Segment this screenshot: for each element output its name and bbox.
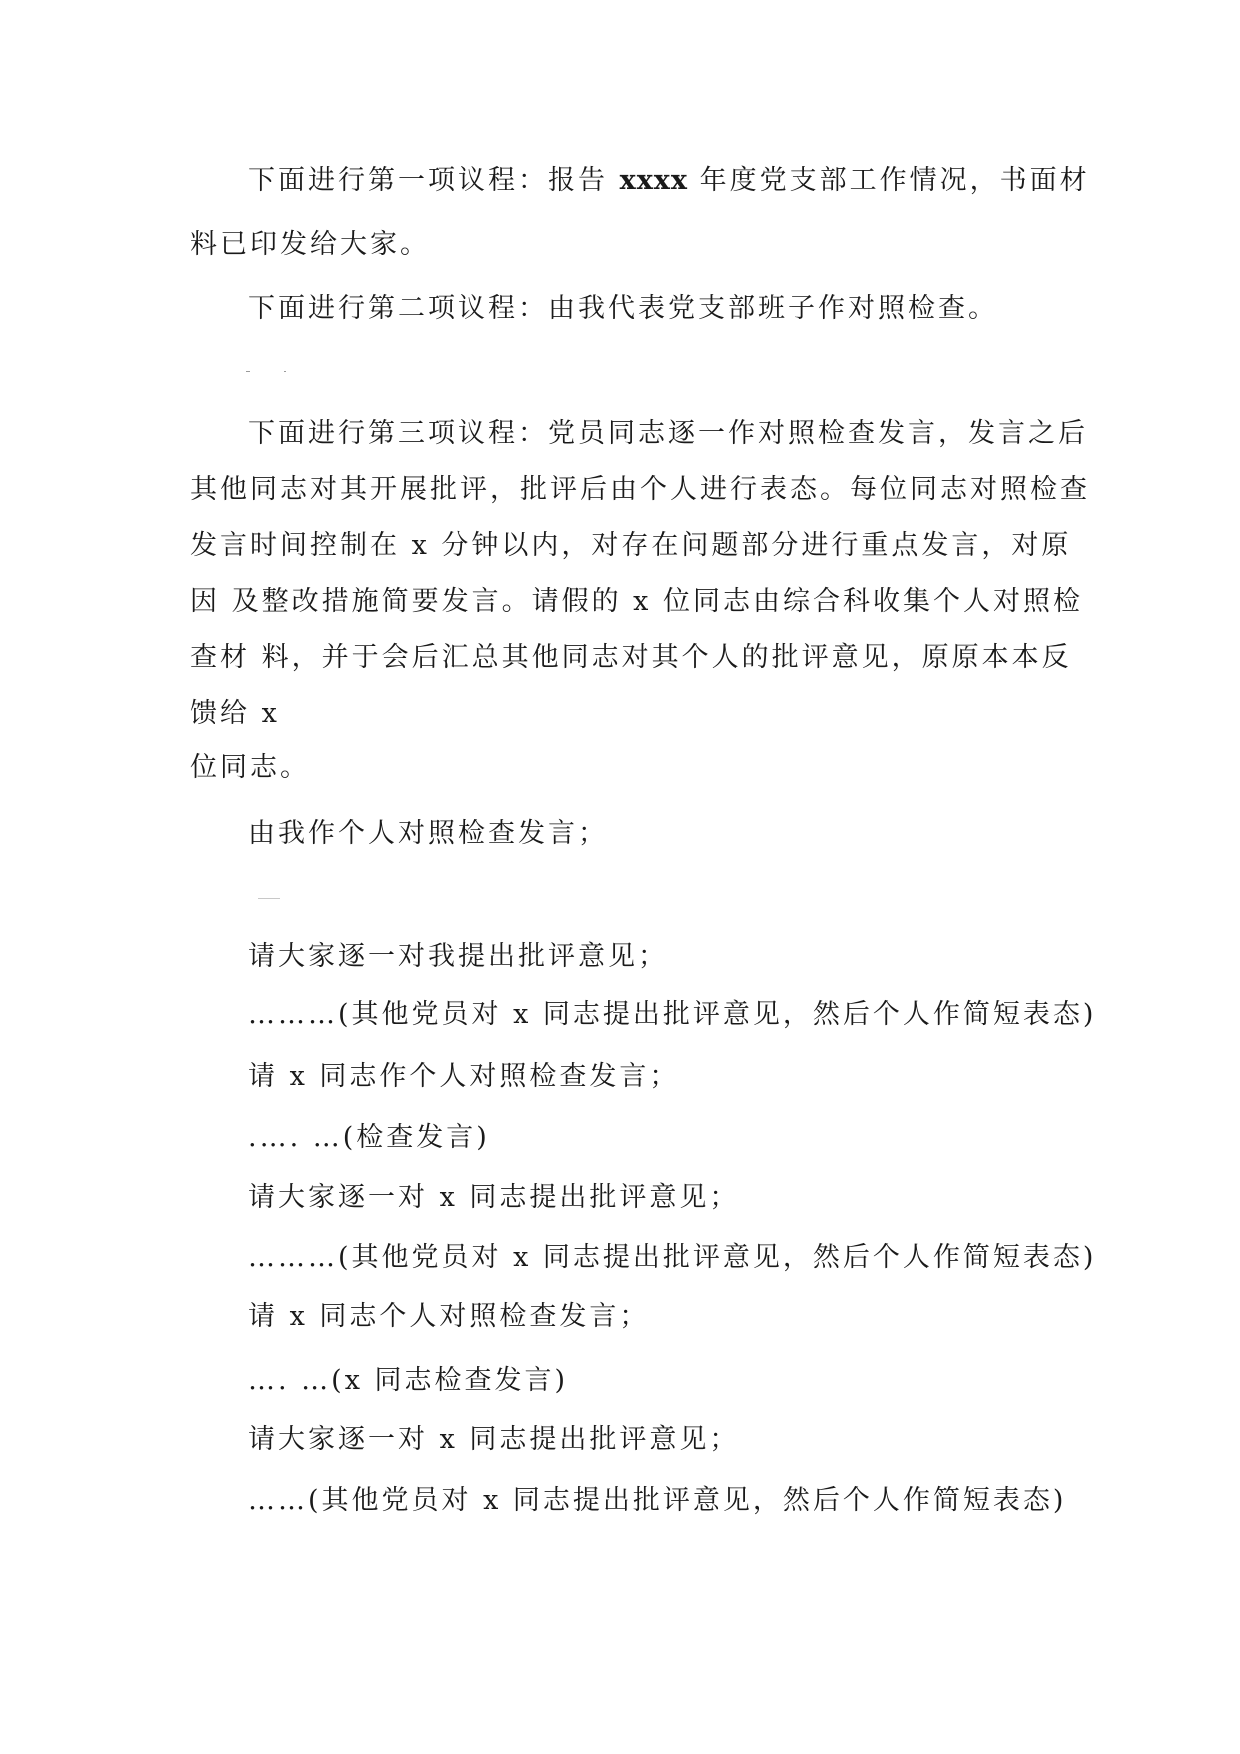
list-item: ………(其他党员对 x 同志提出批评意见，然后个人作简短表态) — [248, 1242, 1097, 1273]
list-item: ………(其他党员对 x 同志提出批评意见，然后个人作简短表态) — [248, 999, 1097, 1030]
year-placeholder: xxxx — [619, 165, 688, 196]
scan-artifact-mark — [284, 371, 286, 372]
agenda-item-1-text: 下面进行第一项议程：报告 — [248, 165, 620, 196]
list-item: 请 x 同志作个人对照检查发言； — [248, 1061, 680, 1092]
agenda-item-3-line-1: 下面进行第三项议程：党员同志逐一作对照检查发言，发言之后 — [248, 418, 1088, 449]
list-item: 请 x 同志个人对照检查发言； — [248, 1301, 650, 1332]
agenda-item-1-text-cont: 年度党支部工作情况，书面材 — [687, 165, 1090, 196]
list-item: 请大家逐一对我提出批评意见； — [248, 941, 668, 972]
list-item: ……(其他党员对 x 同志提出批评意见，然后个人作简短表态) — [248, 1485, 1067, 1516]
agenda-item-3-line-4: 因 及整改措施简要发言。请假的 x 位同志由综合科收集个人对照检 — [190, 586, 1083, 617]
agenda-item-2: 下面进行第二项议程：由我代表党支部班子作对照检查。 — [248, 293, 998, 324]
agenda-item-3-line-7: 位同志。 — [190, 752, 310, 783]
agenda-item-3-line-6: 馈给 x — [190, 698, 280, 729]
list-item: .…. …(检查发言) — [248, 1122, 490, 1153]
agenda-item-3-line-3: 发言时间控制在 x 分钟以内，对存在问题部分进行重点发言，对原 — [190, 530, 1072, 561]
list-item: 由我作个人对照检查发言； — [248, 818, 608, 849]
scan-artifact-mark — [258, 898, 280, 899]
agenda-item-1-line-1 — [248, 164, 1090, 198]
agenda-item-3-line-5: 查材 料，并于会后汇总其他同志对其个人的批评意见，原原本本反 — [190, 642, 1072, 673]
scan-artifact-mark — [246, 371, 250, 372]
list-item: …. …(x 同志检查发言) — [248, 1365, 569, 1396]
agenda-item-1-line-2: 料已印发给大家。 — [190, 229, 430, 260]
list-item: 请大家逐一对 x 同志提出批评意见； — [248, 1424, 740, 1455]
list-item: 请大家逐一对 x 同志提出批评意见； — [248, 1182, 740, 1213]
agenda-item-3-line-2: 其他同志对其开展批评，批评后由个人进行表态。每位同志对照检查 — [190, 474, 1090, 505]
